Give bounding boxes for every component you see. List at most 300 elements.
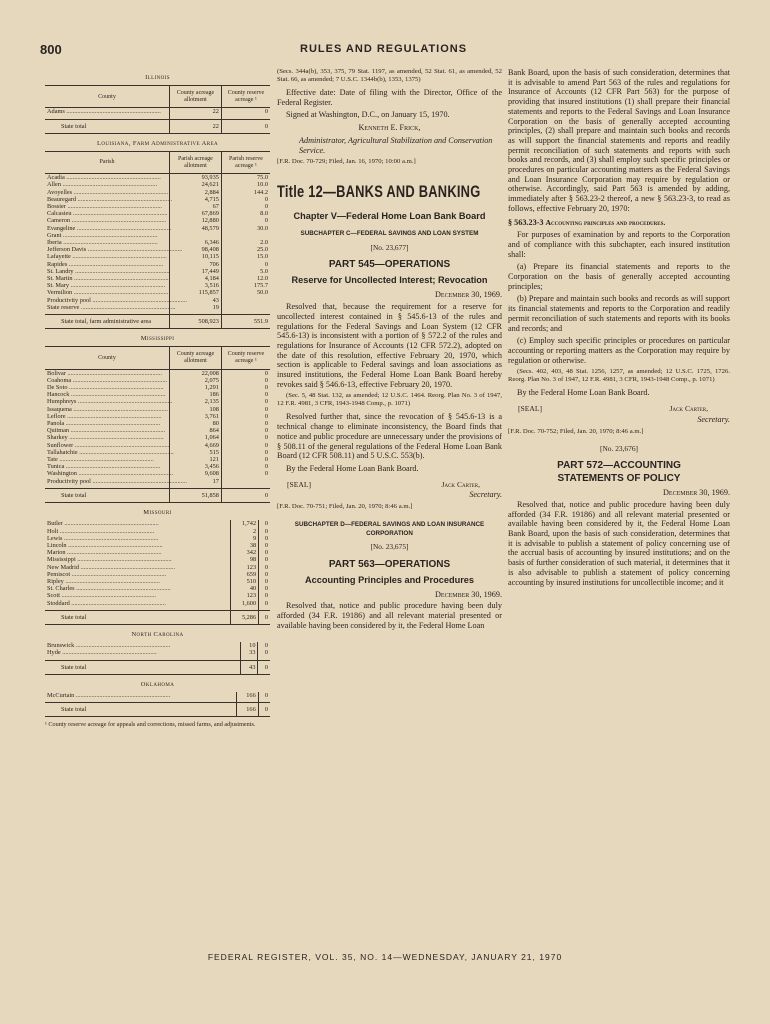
reserve-acreage: 0 [221, 449, 270, 456]
row-name: Grant ............................................................ [47, 231, 158, 239]
row-name: Vermilion ............................................................ [47, 289, 169, 297]
total-acreage: 508,923 [170, 315, 222, 329]
table-total-row [45, 660, 270, 674]
resolution-paragraph: Resolved further that, since the revocation of § 545.6-13 is a technical change to eliminate inconsistency, the Board finds that notice and public procedure are unnecessary under the provisions of § 508.11 of the general regulations of the Federal Home Loan Bank Board (12 CFR 508.11) and 5 U.S.C. 553(b). [277, 412, 502, 461]
row-name: Issaquena ............................................................ [47, 405, 168, 413]
table-illinois [45, 85, 270, 134]
table-missouri [45, 520, 270, 625]
acreage-allotment: 706 [170, 261, 222, 268]
seal-signature-row [508, 404, 730, 414]
acreage-allotment: 864 [170, 427, 222, 434]
total-label: State total [45, 488, 170, 502]
row-name: Quitman ............................................................ [47, 427, 166, 435]
table-row [45, 478, 270, 485]
table-row [45, 210, 270, 217]
reserve-acreage [221, 232, 270, 239]
table-row [45, 377, 270, 384]
running-head: RULES AND REGULATIONS [300, 43, 468, 55]
total-reserve: 0 [258, 660, 270, 674]
resolution-paragraph: Resolved that, notice and public procedure having been duly afforded (34 F.R. 19186) and all relevant material presented or available having been considered by it, the Federal Home Loan Bank Board, upon the basis of such consideration, determines that it is advisable to publish a statement of policy concerning use of the accrual basis of accounting by insured institutions; and on the basis of further consideration of such material, it determines that it is also advisable to publish a statement of policy concerning accounting by insured institutions for uncollectible income; and it [508, 499, 730, 587]
page-number: 800 [40, 42, 62, 57]
reserve-acreage [221, 478, 270, 485]
part-545-heading: PART 545—OPERATIONS [328, 259, 451, 271]
acreage-allotment: 33 [240, 649, 258, 656]
reserve-acreage: 0 [221, 369, 270, 377]
fr-doc: [F.R. Doc. 70-752; Filed, Jan. 20, 1970; 8:46 a.m.] [508, 427, 644, 435]
row-name: Marion ............................................................ [47, 549, 162, 557]
resolution-date: December 30, 1969. [663, 488, 730, 498]
row-name: Leflore ............................................................ [47, 412, 162, 420]
column-header: County reserve acreage ¹ [221, 347, 270, 369]
row-name: Jefferson Davis ............................................................ [47, 246, 183, 254]
table-total-row [45, 315, 270, 329]
table-row [45, 297, 270, 304]
reserve-acreage: 0 [221, 470, 270, 477]
acreage-allotment: 22 [170, 108, 222, 116]
row-name: Iberia ............................................................ [47, 239, 158, 247]
reserve-acreage: 144.2 [221, 189, 270, 196]
table-oklahoma [45, 692, 270, 717]
reserve-acreage: 0 [221, 217, 270, 224]
table-total-row [45, 610, 270, 624]
reserve-acreage: 0 [259, 600, 270, 607]
resolution-paragraph: Resolved that, because the requirement for a reserve for uncollected interest contained in § 545.6-13 of the rules and regulations for the Federal Savings and Loan System (12 CFR 545.6-13) is inconsistent with a portion of § 572.2 of the rules and regulations for Insurance of Accounts (12 CFR 572.2), adopted on the date of this resolution, effective February 20, 1970, which section is applicable to Federal savings and loan associations as insured institutions, the Federal Home Loan Bank Board hereby revokes said § 546.6-13, effective February 20, 1970. [277, 302, 502, 389]
row-name: Tunica ............................................................ [47, 463, 161, 471]
total-acreage: 22 [170, 119, 222, 133]
reserve-acreage: 0 [221, 108, 270, 116]
acreage-allotment: 80 [170, 420, 222, 427]
row-name: Scott ............................................................ [47, 592, 156, 600]
row-name: Calcasieu ............................................................ [47, 210, 168, 218]
reserve-acreage: 0 [221, 406, 270, 413]
reserve-acreage: 0 [259, 571, 270, 578]
section-title: Accounting principles and procedures. [545, 217, 666, 227]
reserve-acreage: 0 [259, 556, 270, 563]
reserve-acreage: 0 [221, 420, 270, 427]
acreage-allotment: 4,184 [170, 275, 222, 282]
row-name: Stoddard ............................................................ [47, 599, 166, 607]
table-row [45, 542, 270, 549]
acreage-allotment: 115,857 [170, 289, 222, 296]
table-row [45, 282, 270, 289]
table-heading-oklahoma: Oklahoma [140, 680, 175, 688]
table-row [45, 261, 270, 268]
column-header: County [45, 347, 170, 369]
table-row [45, 456, 270, 463]
reserve-acreage: 0 [221, 377, 270, 384]
total-label: State total [45, 119, 170, 133]
row-name: Allen ............................................................ [47, 181, 158, 189]
total-reserve: 0 [258, 703, 270, 717]
section-paragraph: (b) Prepare and maintain such books and records as will support its financial statements and reports to the Corporation and readily permit reconciliation of such statements and reports with its books and records; and [508, 294, 730, 333]
table-row [45, 391, 270, 398]
row-name: Brunswick ............................................................ [47, 642, 171, 650]
table-row [45, 463, 270, 470]
row-name: Tate ............................................................ [47, 456, 154, 464]
reserve-acreage: 0 [258, 642, 270, 649]
row-name: McCurtain ............................................................ [47, 691, 171, 699]
acreage-allotment [170, 232, 222, 239]
table-row [45, 564, 270, 571]
row-name: Hancock ............................................................ [47, 391, 166, 399]
subchapter-d-heading: SUBCHAPTER D—FEDERAL SAVINGS AND LOAN INSURANCE CORPORATION [294, 521, 485, 537]
table-row [45, 232, 270, 239]
acreage-allotment: 3,516 [170, 282, 222, 289]
row-name: Butler ............................................................ [47, 520, 159, 528]
reserve-acreage: 75.0 [221, 174, 270, 182]
reserve-acreage: 0 [259, 535, 270, 542]
table-row [45, 434, 270, 441]
table-row [45, 181, 270, 188]
acreage-allotment: 659 [230, 571, 259, 578]
reserve-acreage: 0 [258, 692, 270, 699]
table-row [45, 217, 270, 224]
acreage-allotment: 17,449 [170, 268, 222, 275]
reserve-acreage: 5.0 [221, 268, 270, 275]
reserve-acreage: 0 [221, 261, 270, 268]
reserve-acreage: 25.0 [221, 246, 270, 253]
resolution-date: December 30, 1969. [435, 589, 502, 599]
total-reserve: 0 [221, 119, 270, 133]
column-header: County acreage allotment [170, 347, 222, 369]
column-header: Parish reserve acreage ¹ [221, 152, 270, 174]
table-row [45, 692, 270, 699]
docket-number: [No. 23,677] [370, 242, 409, 252]
total-reserve: 0 [259, 610, 270, 624]
table-row [45, 420, 270, 427]
table-heading-north-carolina: North Carolina [131, 630, 184, 638]
section-paragraph: (c) Employ such specific principles or procedures on particular accounting or reporting matters as the Corporation may require by regulation or otherwise. [508, 336, 730, 365]
row-name: Productivity pool ............................................................ [47, 477, 187, 485]
allotment-tables-column [45, 68, 270, 728]
docket-number: [No. 23,675] [370, 542, 409, 552]
section-number: § 563.23-3 [508, 217, 544, 227]
row-name: Sharkey ............................................................ [47, 434, 164, 442]
acreage-allotment: 342 [230, 549, 259, 556]
acreage-allotment: 98,408 [170, 246, 222, 253]
acreage-allotment: 17 [170, 478, 222, 485]
chapter-heading: Chapter V—Federal Home Loan Bank Board [293, 211, 486, 222]
reserve-acreage: 0 [221, 427, 270, 434]
table-row [45, 239, 270, 246]
row-name: Coahoma ............................................................ [47, 376, 168, 384]
signer-name: Jack Carter, [441, 479, 480, 489]
part-545-subject: Reserve for Uncollected Interest; Revocation [291, 275, 488, 286]
reserve-acreage: 0 [221, 463, 270, 470]
acreage-allotment: 2,135 [170, 398, 222, 405]
row-name: Lincoln ............................................................ [47, 541, 163, 549]
reserve-acreage: 0 [221, 203, 270, 210]
acreage-allotment: 1,742 [230, 520, 259, 527]
citation: (Sec. 5, 48 Stat. 132, as amended; 12 U.S.C. 1464. Reorg. Plan No. 3 of 1947, 12 F.R. 4981, 3 CFR, 1943-1948 Comp., p. 1071) [277, 392, 502, 408]
acreage-allotment: 10,115 [170, 253, 222, 260]
signer-title: Secretary. [469, 490, 502, 500]
table-row [45, 600, 270, 607]
row-name: Bolivar ............................................................ [47, 369, 162, 377]
table-row [45, 203, 270, 210]
acreage-allotment: 108 [170, 406, 222, 413]
total-reserve: 0 [221, 488, 270, 502]
row-name: Lewis ............................................................ [47, 534, 159, 542]
reserve-acreage: 0 [221, 442, 270, 449]
row-name: De Soto ............................................................ [47, 384, 164, 392]
acreage-allotment: 3,761 [170, 413, 222, 420]
reserve-acreage: 0 [221, 413, 270, 420]
acreage-allotment: 38 [230, 542, 259, 549]
row-name: Productivity pool ............................................................ [47, 296, 187, 304]
table-row [45, 585, 270, 592]
table-row [45, 369, 270, 377]
part-563-subject: Accounting Principles and Procedures [305, 574, 474, 585]
acreage-allotment: 4,669 [170, 442, 222, 449]
table-row [45, 549, 270, 556]
column-header: County reserve acreage ¹ [221, 86, 270, 108]
row-name: Acadia ............................................................ [47, 174, 161, 182]
row-name: Washington ............................................................ [47, 470, 173, 478]
total-reserve: 551.9 [221, 315, 270, 329]
acreage-allotment: 2,075 [170, 377, 222, 384]
reserve-acreage: 0 [221, 391, 270, 398]
column-header: County [45, 86, 170, 108]
effective-date: Effective date: Date of filing with the Director, Office of the Federal Register. [277, 88, 502, 107]
reserve-acreage: 0 [258, 649, 270, 656]
acreage-allotment: 10 [240, 642, 258, 649]
reserve-acreage: 0 [221, 196, 270, 203]
table-mississippi [45, 346, 270, 503]
table-louisiana [45, 151, 270, 329]
acreage-allotment: 123 [230, 564, 259, 571]
total-acreage: 43 [240, 660, 258, 674]
table-row [45, 592, 270, 599]
acreage-allotment: 9 [230, 535, 259, 542]
reserve-acreage: 10.0 [221, 181, 270, 188]
table-row [45, 189, 270, 196]
table-heading-mississippi: Mississippi [140, 335, 175, 343]
acreage-allotment: 67 [170, 203, 222, 210]
citation: (Secs. 344a(b), 353, 375, 79 Stat. 1197, as amended, 52 Stat. 61, as amended, 52 Stat. 66, as amended; 7 U.S.C. 1344b(b), 1353, 1375) [277, 68, 502, 83]
table-row [45, 578, 270, 585]
acreage-allotment: 48,579 [170, 225, 222, 232]
reserve-acreage: 2.0 [221, 239, 270, 246]
acreage-allotment: 1,291 [170, 384, 222, 391]
total-label: State total [45, 660, 240, 674]
acreage-allotment: 9,608 [170, 470, 222, 477]
part-572-heading: PART 572—ACCOUNTING STATEMENTS OF POLICY [557, 460, 681, 485]
table-row [45, 398, 270, 405]
row-name: St. Martin ............................................................ [47, 275, 169, 283]
row-name: Adams ............................................................ [47, 108, 161, 116]
table-heading-illinois: Illinois [145, 74, 170, 81]
resolution-paragraph: Bank Board, upon the basis of such consideration, determines that it is advisable to amend Part 563 of the rules and regulations for Insurance of Accounts (12 CFR Part 563) for the purpose of providing that insured institutions (1) shall prepare their financial statements and reports to the Federal Savings and Loan Insurance Corporation on the basis of generally accepted accounting principles, (2) shall prepare and maintain such books and records as will support the financial statements and reports and readily permit reconciliation of such statements and reports with such books and records, and (3) shall employ such specific principles or procedures on particular accounting matters as the Federal Savings and Loan Insurance Corporation may require by regulation or otherwise. Accordingly, said Part 563 is amended by adding, immediately after § 563.23-2 thereof, a new § 563.23-3, to read as follows, effective February 20, 1970: [508, 68, 730, 213]
table-total-row [45, 119, 270, 133]
acreage-allotment: 40 [230, 585, 259, 592]
table-row [45, 520, 270, 527]
acreage-allotment: 121 [170, 456, 222, 463]
reserve-acreage: 0 [259, 520, 270, 527]
seal-mark: [SEAL] [518, 404, 543, 414]
table-row [45, 449, 270, 456]
table-row [45, 253, 270, 260]
table-north-carolina [45, 642, 270, 675]
table-row [45, 413, 270, 420]
acreage-allotment: 19 [170, 304, 222, 311]
column-header: Parish [45, 152, 170, 174]
total-acreage: 5,286 [230, 610, 259, 624]
table-row [45, 442, 270, 449]
table-row [45, 246, 270, 253]
table-row [45, 108, 270, 116]
acreage-allotment: 186 [170, 391, 222, 398]
docket-number: [No. 23,676] [600, 443, 638, 453]
reserve-acreage: 0 [259, 592, 270, 599]
acreage-allotment: 24,621 [170, 181, 222, 188]
row-name: Hyde ............................................................ [47, 649, 157, 657]
reserve-acreage: 12.0 [221, 275, 270, 282]
resolution-paragraph: Resolved that, notice and public procedure having been duly afforded (34 F.R. 19186) and all relevant material presented or available having been considered by it, the Federal Home Loan [277, 601, 502, 630]
row-name: Bossier ............................................................ [47, 203, 162, 210]
reserve-acreage: 175.7 [221, 282, 270, 289]
row-name: Ripley ............................................................ [47, 577, 160, 585]
table-row [45, 649, 270, 656]
signer-title: Administrator, Agricultural Stabilization and Conservation Service. [299, 135, 493, 155]
column-header: Parish acreage allotment [170, 152, 222, 174]
table-row [45, 406, 270, 413]
total-label: State total [45, 703, 236, 717]
row-name: Mississippi ............................................................ [47, 556, 172, 564]
row-name: Holt ............................................................ [47, 527, 155, 535]
row-name: Beauregard ............................................................ [47, 195, 173, 203]
total-acreage: 51,858 [170, 488, 222, 502]
reserve-acreage: 0 [259, 528, 270, 535]
row-name: Rapides ............................................................ [47, 260, 164, 268]
acreage-allotment: 510 [230, 578, 259, 585]
fr-doc: [F.R. Doc. 70-729; Filed, Jan. 16, 1970; 10:00 a.m.] [277, 158, 416, 166]
acreage-allotment: 4,715 [170, 196, 222, 203]
acreage-allotment: 6,346 [170, 239, 222, 246]
acreage-allotment: 1,064 [170, 434, 222, 441]
row-name: Evangeline ............................................................ [47, 224, 172, 232]
table-heading-louisiana: Louisiana, Farm Administrative Area [97, 139, 218, 147]
seal-mark: [SEAL] [287, 479, 312, 489]
row-name: St. Landry ............................................................ [47, 267, 170, 275]
section-paragraph: (a) Prepare its financial statements and reports to the Corporation on the basis of generally accepted accounting principles; [508, 262, 730, 291]
row-name: St. Charles ............................................................ [47, 585, 171, 593]
acreage-allotment: 166 [236, 692, 258, 699]
seal-signature-row [277, 480, 502, 490]
table-row [45, 535, 270, 542]
reserve-acreage: 0 [259, 549, 270, 556]
row-name: Avoyelles ............................................................ [47, 188, 169, 196]
board-line: By the Federal Home Loan Bank Board. [286, 463, 419, 473]
acreage-allotment: 3,456 [170, 463, 222, 470]
table-row [45, 528, 270, 535]
acreage-allotment: 12,880 [170, 217, 222, 224]
reserve-acreage: 0 [259, 585, 270, 592]
table-total-row [45, 488, 270, 502]
row-name: Pemiscot ............................................................ [47, 570, 167, 578]
row-name: Cameron ............................................................ [47, 217, 167, 225]
acreage-allotment: 98 [230, 556, 259, 563]
total-label: State total [45, 610, 230, 624]
reserve-acreage: 30.0 [221, 225, 270, 232]
table-row [45, 225, 270, 232]
table-row [45, 427, 270, 434]
acreage-allotment: 43 [170, 297, 222, 304]
table-row [45, 571, 270, 578]
text-column-3 [508, 68, 730, 590]
acreage-allotment: 22,008 [170, 369, 222, 377]
fr-doc: [F.R. Doc. 70-751; Filed, Jan. 20, 1970; 8:46 a.m.] [277, 503, 413, 511]
table-row [45, 384, 270, 391]
citation: (Secs. 402, 403, 48 Stat. 1256, 1257, as amended; 12 U.S.C. 1725, 1726. Reorg. Plan No. 3 of 1947, 12 F.R. 4981, 3 CFR, 1943-1948 Comp., p. 1071) [508, 368, 730, 384]
signer-name: Kenneth E. Frick, [358, 123, 421, 133]
row-name: St. Mary ............................................................ [47, 282, 166, 290]
reserve-acreage: 50.0 [221, 289, 270, 296]
row-name: Lafayette ............................................................ [47, 253, 167, 261]
reserve-acreage: 0 [259, 542, 270, 549]
row-name: Tallahatchie ............................................................ [47, 448, 174, 456]
part-563-heading: PART 563—OPERATIONS [328, 558, 451, 570]
table-row [45, 642, 270, 649]
acreage-allotment: 2 [230, 528, 259, 535]
text-column-2 [277, 68, 502, 634]
signer-name: Jack Carter, [669, 404, 708, 414]
reserve-acreage: 0 [221, 456, 270, 463]
reserve-acreage: 8.0 [221, 210, 270, 217]
table-row [45, 304, 270, 311]
signed-line: Signed at Washington, D.C., on January 15, 1970. [286, 110, 450, 120]
board-line: By the Federal Home Loan Bank Board. [517, 388, 650, 398]
subchapter-c-heading: SUBCHAPTER C—FEDERAL SAVINGS AND LOAN SYSTEM [300, 230, 479, 238]
acreage-allotment: 123 [230, 592, 259, 599]
table-row [45, 196, 270, 203]
title-12-heading: Title 12—BANKS AND BANKING [277, 183, 481, 202]
acreage-allotment: 2,884 [170, 189, 222, 196]
total-acreage: 166 [236, 703, 258, 717]
row-name: Sunflower ............................................................ [47, 441, 170, 449]
column-header: County acreage allotment [170, 86, 222, 108]
page-footer: FEDERAL REGISTER, VOL. 35, NO. 14—WEDNESDAY, JANUARY 21, 1970 [207, 952, 563, 962]
reserve-acreage: 15.0 [221, 253, 270, 260]
table-row [45, 275, 270, 282]
reserve-acreage: 0 [221, 398, 270, 405]
signer-title: Secretary. [697, 414, 730, 424]
acreage-allotment: 1,600 [230, 600, 259, 607]
acreage-allotment: 93,935 [170, 174, 222, 182]
acreage-allotment: 515 [170, 449, 222, 456]
table-total-row [45, 703, 270, 717]
resolution-date: December 30, 1969. [435, 290, 502, 300]
reserve-acreage: 0 [259, 578, 270, 585]
table-heading-missouri: Missouri [143, 509, 172, 517]
row-name: New Madrid ............................................................ [47, 563, 176, 571]
table-footnote: ¹ County reserve acreage for appeals and corrections, missed farms, and adjustments. [45, 721, 256, 729]
table-row [45, 289, 270, 296]
acreage-allotment: 67,869 [170, 210, 222, 217]
reserve-acreage [221, 297, 270, 304]
row-name: State reserve ............................................................ [47, 303, 176, 311]
reserve-acreage: 0 [221, 434, 270, 441]
section-heading [508, 218, 730, 228]
table-row [45, 268, 270, 275]
reserve-acreage [221, 304, 270, 311]
section-paragraph: For purposes of examination by and reports to the Corporation and of compliance with this subchapter, each insured institution shall: [508, 230, 730, 259]
row-name: Panola ............................................................ [47, 420, 161, 428]
table-row [45, 174, 270, 182]
reserve-acreage: 0 [221, 384, 270, 391]
total-label: State total, farm administrative area [45, 315, 170, 329]
table-row [45, 470, 270, 477]
